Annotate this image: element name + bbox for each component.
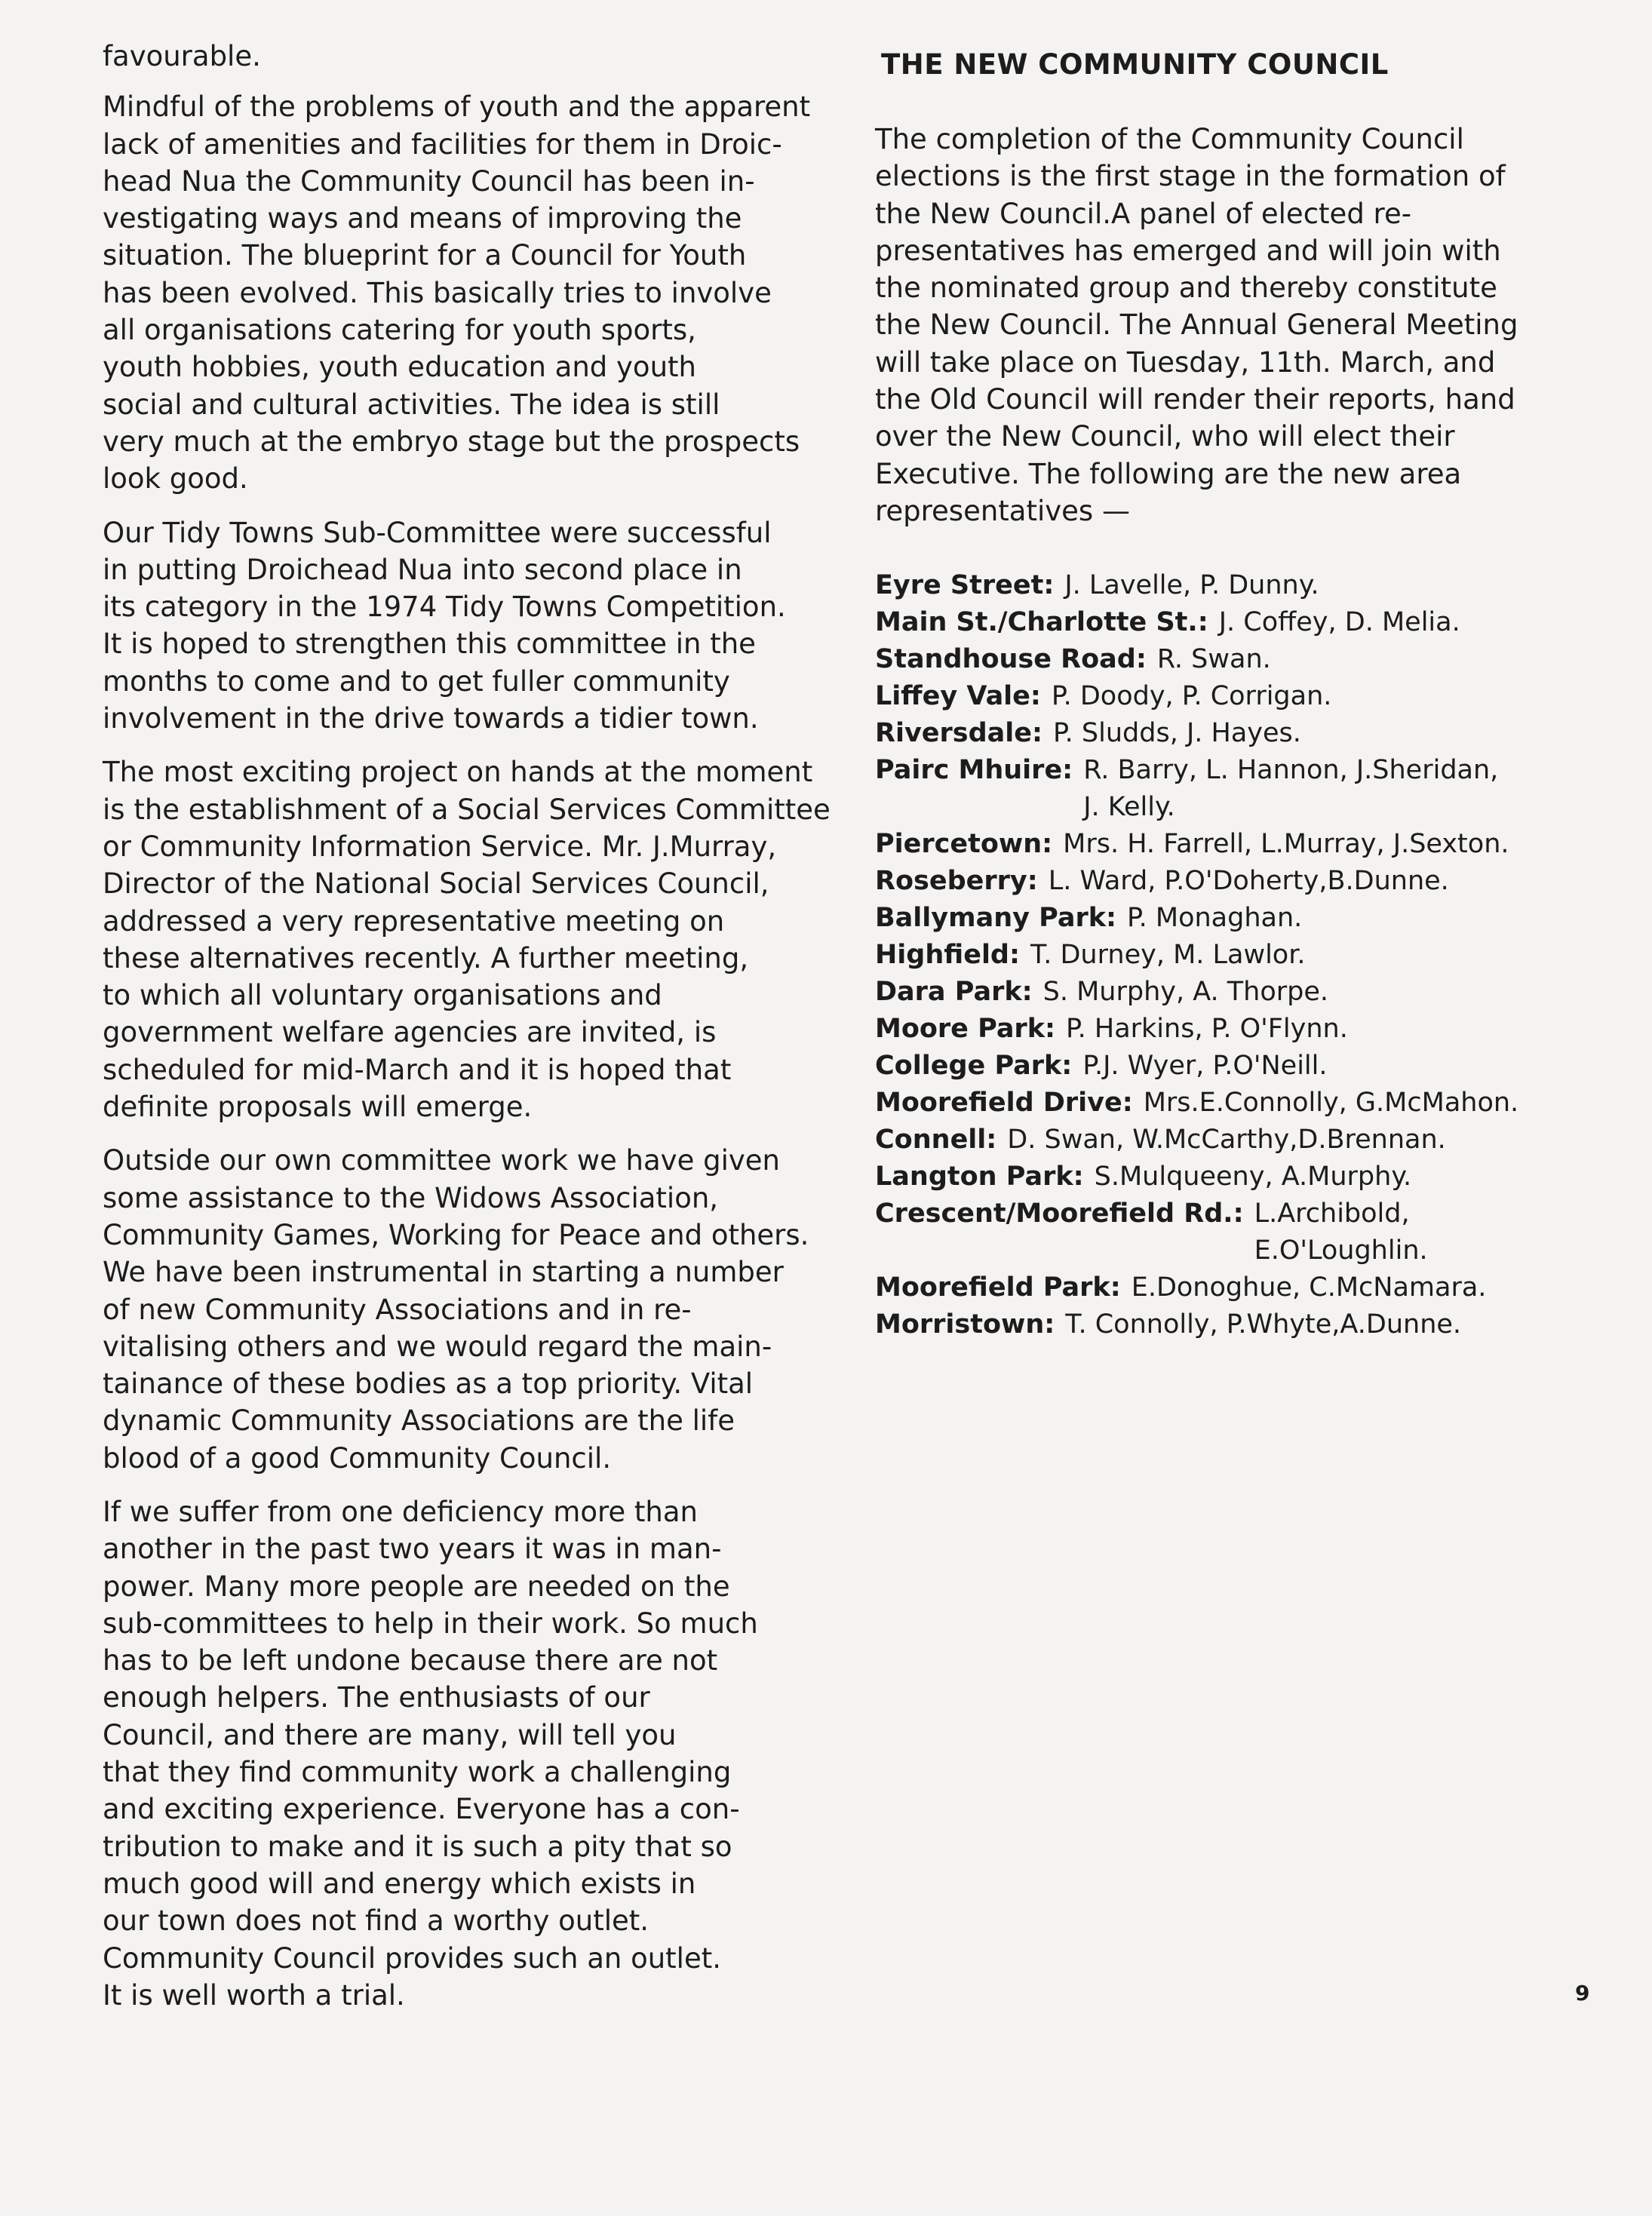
list-item bbox=[875, 567, 1629, 604]
representative-names: Mrs.E.Connolly, G.McMahon. bbox=[1143, 1088, 1519, 1119]
list-item bbox=[875, 678, 1629, 715]
representative-names: P. Monaghan. bbox=[1126, 903, 1303, 934]
right-column bbox=[875, 38, 1629, 1343]
paragraph-council-intro: The completion of the Community Council elections is the first stage in the formation of the New Council.A panel of elected re- presentatives has emerged and will join with the nominated group and thereby constitute the New Council. The Annual General Meeting will take place on Tuesday, 11th. March, and the Old Council will render their reports, hand over the New Council, who will elect their Executive. The following are the new area representatives — bbox=[875, 123, 1518, 527]
paragraph-social-services: The most exciting project on hands at the moment is the establishment of a Social Services Committee or Community Information Service. Mr. J.Murray, Director of the National Social Services Council, addressed a very representative meeting on these alternatives recently. A further meeting, to which all voluntary organisations and government welfare agencies are invited, is scheduled for mid-March and it is hoped that definite proposals will emerge. bbox=[103, 756, 831, 1124]
representative-names: J. Lavelle, P. Dunny. bbox=[1064, 570, 1319, 601]
paragraph-youth: Mindful of the problems of youth and the apparent lack of amenities and facilities for them in Droic- head Nua the Community Council has been in- vestigating ways and means of improving the situation. The blueprint for a Council for Youth has been evolved. This basically tries to involve all organisations catering for youth sports, youth hobbies, youth education and youth social and cultural activities. The idea is still very much at the embryo stage but the prospects look good. bbox=[103, 91, 811, 496]
area-name: Ballymany Park: bbox=[875, 903, 1116, 934]
area-name: Roseberry: bbox=[875, 866, 1038, 897]
area-name: Moore Park: bbox=[875, 1014, 1055, 1045]
representative-names: L.Archibold, E.O'Loughlin. bbox=[1254, 1199, 1428, 1266]
representative-names: R. Barry, L. Hannon, J.Sheridan, J. Kelly. bbox=[1083, 755, 1499, 823]
representative-names: L. Ward, P.O'Doherty,B.Dunne. bbox=[1048, 866, 1449, 897]
area-name: Standhouse Road: bbox=[875, 644, 1147, 675]
list-item bbox=[875, 752, 1629, 826]
representative-names: T. Connolly, P.Whyte,A.Dunne. bbox=[1065, 1309, 1462, 1340]
list-item bbox=[875, 604, 1629, 641]
representative-names: P. Sludds, J. Hayes. bbox=[1053, 718, 1301, 749]
representative-names: P. Doody, P. Corrigan. bbox=[1051, 681, 1332, 712]
area-name: Liffey Vale: bbox=[875, 681, 1041, 712]
area-name: Moorefield Drive: bbox=[875, 1088, 1133, 1119]
area-name: College Park: bbox=[875, 1051, 1073, 1082]
list-item bbox=[875, 1306, 1629, 1343]
list-item bbox=[875, 1159, 1629, 1195]
representative-names: P. Harkins, P. O'Flynn. bbox=[1065, 1014, 1348, 1045]
list-item bbox=[875, 974, 1629, 1011]
list-item bbox=[875, 1048, 1629, 1085]
list-item bbox=[875, 1269, 1629, 1306]
representative-names: D. Swan, W.McCarthy,D.Brennan. bbox=[1007, 1125, 1446, 1156]
area-name: Langton Park: bbox=[875, 1162, 1084, 1192]
representative-names: R. Swan. bbox=[1156, 644, 1271, 675]
representative-names: T. Durney, M. Lawlor. bbox=[1030, 940, 1306, 971]
area-name: Eyre Street: bbox=[875, 570, 1055, 601]
list-item bbox=[875, 1011, 1629, 1048]
list-item bbox=[875, 900, 1629, 937]
page-number: 9 bbox=[1575, 1981, 1590, 2006]
section-heading: THE NEW COMMUNITY COUNCIL bbox=[881, 48, 1389, 81]
list-item bbox=[875, 826, 1629, 863]
list-item bbox=[875, 937, 1629, 974]
left-column bbox=[103, 38, 864, 2030]
representative-names: P.J. Wyer, P.O'Neill. bbox=[1082, 1051, 1328, 1082]
list-item bbox=[875, 1195, 1629, 1269]
area-name: Connell: bbox=[875, 1125, 997, 1156]
area-name: Pairc Mhuire: bbox=[875, 755, 1073, 786]
representative-names: Mrs. H. Farrell, L.Murray, J.Sexton. bbox=[1063, 829, 1509, 860]
area-name: Dara Park: bbox=[875, 977, 1033, 1008]
area-name: Highfield: bbox=[875, 940, 1020, 971]
paragraph-intro-fragment: favourable. bbox=[103, 40, 261, 72]
representative-names: S. Murphy, A. Thorpe. bbox=[1042, 977, 1329, 1008]
area-name: Crescent/Moorefield Rd.: bbox=[875, 1199, 1244, 1229]
list-item bbox=[875, 1085, 1629, 1122]
area-name: Morristown: bbox=[875, 1309, 1055, 1340]
paragraph-manpower: If we suffer from one deficiency more than another in the past two years it was in man- power. Many more people are needed on the sub-committees to help in their work. So much has to be left undone because there are not enough helpers. The enthusiasts of our Council, and there are many, will tell you that they find community work a challenging and exciting experience. Everyone has a con- tribution to make and it is such a pity that so much good will and energy which exists in our town does not find a worthy outlet. Community Council provides such an outlet. It is well worth a trial. bbox=[103, 1495, 758, 2012]
list-item bbox=[875, 1122, 1629, 1159]
representative-names: S.Mulqueeny, A.Murphy. bbox=[1094, 1162, 1412, 1192]
list-item bbox=[875, 715, 1629, 752]
representative-names: J. Coffey, D. Melia. bbox=[1218, 607, 1460, 638]
area-name: Moorefield Park: bbox=[875, 1272, 1121, 1303]
list-item bbox=[875, 863, 1629, 900]
representative-names: E.Donoghue, C.McNamara. bbox=[1131, 1272, 1487, 1303]
area-name: Piercetown: bbox=[875, 829, 1053, 860]
paragraph-associations: Outside our own committee work we have given some assistance to the Widows Association, Community Games, Working for Peace and others. We have been instrumental in starting a number of new Community Associations and in re- vitalising others and we would regard the main- tainance of these bodies as a top priority. Vital dynamic Community Associations are the life blood of a good Community Council. bbox=[103, 1144, 809, 1475]
representatives-list bbox=[875, 567, 1629, 1343]
paragraph-tidy-towns: Our Tidy Towns Sub-Committee were successful in putting Droichead Nua into second place in its category in the 1974 Tidy Towns Competition. It is hoped to strengthen this committee in the months to come and to get fuller community involvement in the drive towards a tidier town. bbox=[103, 516, 786, 735]
list-item bbox=[875, 641, 1629, 678]
area-name: Main St./Charlotte St.: bbox=[875, 607, 1208, 638]
area-name: Riversdale: bbox=[875, 718, 1042, 749]
